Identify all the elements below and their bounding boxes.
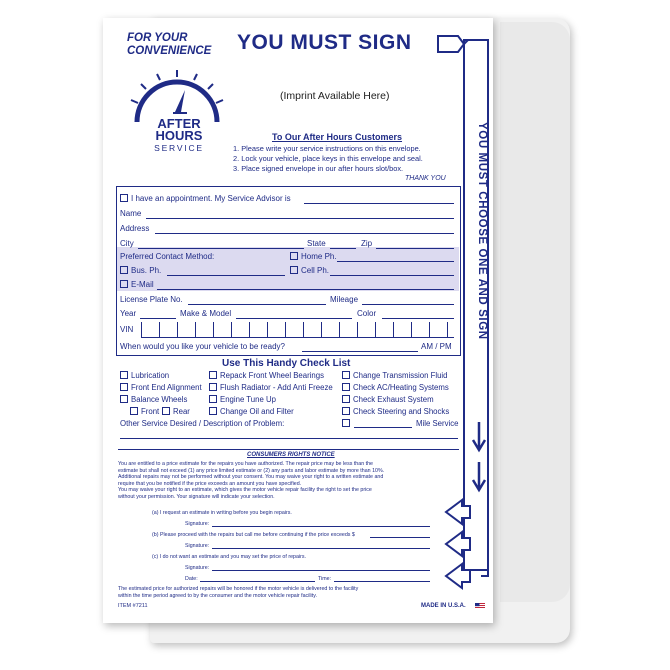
year-label: Year — [120, 309, 137, 318]
instruction-step: 1. Please write your service instructions on this envelope. — [233, 144, 421, 153]
rights-line: without your permission. Your signature will indicate your selection. — [118, 493, 275, 500]
business-phone-field[interactable] — [167, 275, 285, 276]
rights-footer — [118, 586, 438, 599]
vin-box — [267, 322, 282, 338]
date-field[interactable] — [200, 581, 315, 582]
side-instruction-text: YOU MUST CHOOSE ONE AND SIGN — [476, 122, 488, 340]
vin-box — [177, 322, 192, 338]
check-exhaust[interactable]: Check Exhaust System — [342, 395, 434, 404]
zip-field[interactable] — [376, 248, 454, 249]
convenience-text — [127, 32, 211, 58]
state-label: State — [307, 239, 326, 248]
check-front[interactable]: Front — [130, 407, 159, 416]
vin-box — [429, 322, 444, 338]
option-c: (c) I do not want an estimate and you may set the price of repairs. — [152, 554, 306, 560]
price-limit-field[interactable] — [370, 537, 430, 538]
color-label: Color — [357, 309, 377, 318]
option-b: (b) Please proceed with the repairs but call me before continuing if the price exceeds $ — [152, 532, 355, 538]
check-transmission[interactable]: Change Transmission Fluid — [342, 371, 447, 380]
other-service-label: Other Service Desired / Description of Problem: — [120, 419, 285, 428]
make-model-field[interactable] — [236, 318, 352, 319]
rights-line: You may waive your right to an estimate, which gives the motor vehicle repair facility the right to set the price — [118, 487, 372, 493]
email-option[interactable]: E-Mail — [120, 280, 154, 289]
page-title: YOU MUST SIGN — [237, 31, 412, 54]
vin-box — [339, 322, 354, 338]
check-tune-up[interactable]: Engine Tune Up — [209, 395, 276, 404]
cell-phone-field[interactable] — [330, 275, 454, 276]
left-arrow-icon — [446, 500, 470, 524]
signature-label: Signature: — [185, 565, 210, 571]
tag-arrow-icon — [438, 36, 464, 52]
appointment-row: I have an appointment. My Service Advisor is — [120, 194, 291, 203]
checklist-heading: Use This Handy Check List — [222, 358, 351, 369]
vin-box — [213, 322, 228, 338]
signature-a-field[interactable] — [212, 526, 430, 527]
mile-service-label: Mile Service — [416, 419, 459, 428]
vin-box — [375, 322, 390, 338]
check-lubrication[interactable]: Lubrication — [120, 371, 169, 380]
am-pm-label: AM / PM — [421, 342, 452, 351]
vin-box — [411, 322, 426, 338]
logo-line2: HOURS — [155, 128, 203, 143]
vin-box — [195, 322, 210, 338]
home-phone-option[interactable]: Home Ph. — [290, 252, 337, 261]
imprint-area: (Imprint Available Here) — [280, 90, 390, 102]
divider — [118, 449, 459, 450]
check-balance-wheels[interactable]: Balance Wheels — [120, 395, 187, 404]
other-service-field[interactable] — [120, 438, 458, 439]
name-label: Name — [120, 209, 142, 218]
down-arrow-icon — [473, 422, 485, 450]
license-plate-field[interactable] — [188, 304, 326, 305]
instruction-step: 3. Place signed envelope in our after hours slot/box. — [233, 164, 404, 173]
business-phone-option[interactable]: Bus. Ph. — [120, 266, 161, 275]
year-field[interactable] — [140, 318, 176, 319]
check-flush-radiator[interactable]: Flush Radiator - Add Anti Freeze — [209, 383, 333, 392]
signature-label: Signature: — [185, 521, 210, 527]
thank-you: THANK YOU — [405, 175, 446, 182]
check-alignment[interactable]: Front End Alignment — [120, 383, 202, 392]
rights-footer-line: within the time period agreed to by the consumer and the motor vehicle repair facility. — [118, 592, 317, 599]
left-arrow-icon — [446, 564, 470, 588]
signature-b-field[interactable] — [212, 548, 430, 549]
option-a: (a) I request an estimate in writing before you begin repairs. — [152, 510, 292, 516]
left-arrow-icon — [446, 532, 470, 556]
date-label: Date: — [185, 576, 198, 582]
logo-line1: AFTER — [157, 116, 201, 131]
vin-label: VIN — [120, 325, 134, 334]
check-ac-heating[interactable]: Check AC/Heating Systems — [342, 383, 449, 392]
city-field[interactable] — [138, 248, 304, 249]
license-plate-label: License Plate No. — [120, 295, 183, 304]
mileage-label: Mileage — [330, 295, 359, 304]
appointment-checkbox[interactable] — [120, 194, 128, 202]
signature-label: Signature: — [185, 543, 210, 549]
address-field[interactable] — [155, 233, 454, 234]
down-arrow-icon — [473, 462, 485, 490]
make-model-label: Make & Model — [180, 309, 232, 318]
vin-box — [141, 322, 156, 338]
us-flag-icon — [475, 603, 485, 609]
cell-phone-option[interactable]: Cell Ph. — [290, 266, 329, 275]
contact-method-label: Preferred Contact Method: — [120, 252, 215, 261]
instructions-list — [233, 144, 423, 174]
check-oil-filter[interactable]: Change Oil and Filter — [209, 407, 294, 416]
check-mile-service[interactable] — [342, 419, 353, 428]
address-label: Address — [120, 224, 150, 233]
email-field[interactable] — [157, 289, 454, 290]
zip-label: Zip — [361, 239, 373, 248]
logo-text — [140, 118, 218, 154]
vin-box — [447, 322, 462, 338]
color-field[interactable] — [382, 318, 454, 319]
vin-box — [159, 322, 174, 338]
vin-box — [285, 322, 300, 338]
mile-service-field[interactable] — [354, 427, 412, 428]
name-field[interactable] — [146, 218, 454, 219]
ready-time-field[interactable] — [302, 351, 418, 352]
check-rear[interactable]: Rear — [162, 407, 190, 416]
logo-line3: SERVICE — [154, 143, 204, 153]
vin-box — [321, 322, 336, 338]
advisor-field[interactable] — [304, 203, 454, 204]
ready-time-label: When would you like your vehicle to be ready? — [120, 342, 285, 351]
rights-line: estimate but shall not exceed (1) any price limited estimate or (2) any parts and labor estimate by more than 10%. — [118, 467, 385, 474]
instruction-step: 2. Lock your vehicle, place keys in this envelope and seal. — [233, 154, 423, 163]
home-phone-field[interactable] — [337, 261, 454, 262]
vin-box — [249, 322, 264, 338]
rights-heading: CONSUMERS RIGHTS NOTICE — [247, 452, 335, 458]
after-hours-logo — [127, 68, 227, 123]
check-steering-shocks[interactable]: Check Steering and Shocks — [342, 407, 449, 416]
vin-box — [303, 322, 318, 338]
vin-box — [393, 322, 408, 338]
made-in-usa: MADE IN U.S.A. — [421, 603, 466, 609]
time-field[interactable] — [334, 581, 430, 582]
state-field[interactable] — [330, 248, 356, 249]
rights-line: Additional repairs may not be performed without your consent. You may waive your right to a written estimate and — [118, 474, 384, 480]
convenience-line2: CONVENIENCE — [127, 45, 212, 57]
rights-line: require that you be notified if the price exceeds an amount you have specified. — [118, 480, 302, 487]
item-number: ITEM #7211 — [118, 603, 148, 609]
vin-box — [231, 322, 246, 338]
envelope-flap — [500, 22, 570, 602]
rights-footer-line: The estimated price for authorized repairs will be honored if the motor vehicle is delivered to the facility — [118, 586, 359, 592]
convenience-line1: FOR YOUR — [127, 32, 188, 44]
city-label: City — [120, 239, 134, 248]
signature-c-field[interactable] — [212, 570, 430, 571]
check-wheel-bearings[interactable]: Repack Front Wheel Bearings — [209, 371, 324, 380]
rights-body — [118, 461, 458, 500]
time-label: Time: — [318, 576, 332, 582]
mileage-field[interactable] — [362, 304, 454, 305]
instructions-heading: To Our After Hours Customers — [272, 132, 403, 142]
vin-box — [357, 322, 372, 338]
rights-line: You are entitled to a price estimate for the repairs you have authorized. The repair price may be less than the — [118, 461, 373, 467]
